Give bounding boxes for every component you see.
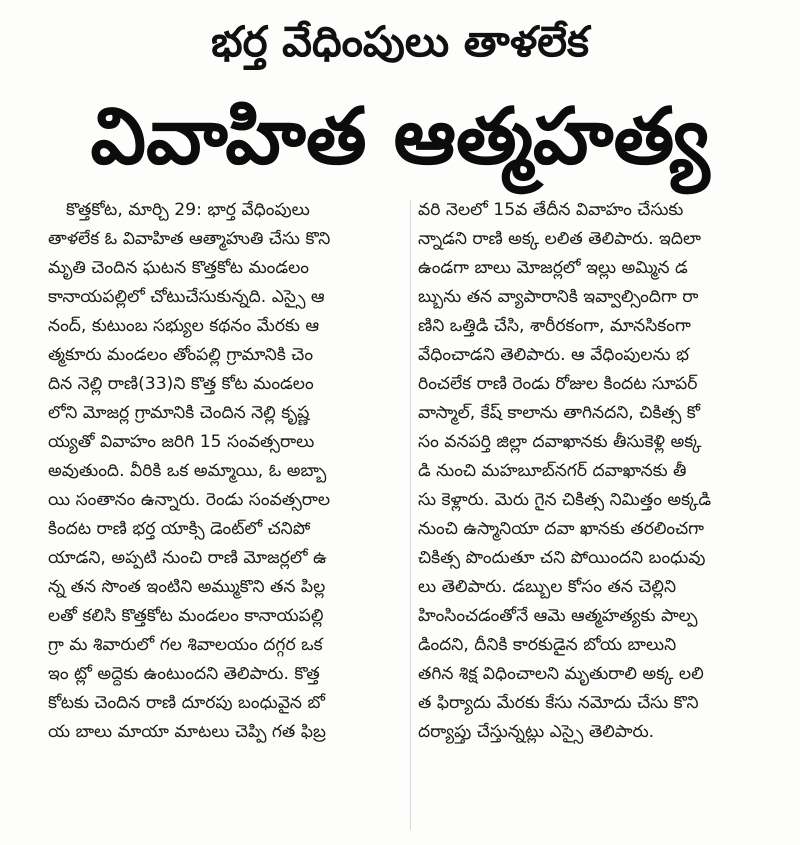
body-text-line: మృతి చెందిన ఘటన కొత్తకోట మండలం bbox=[48, 258, 310, 278]
body-text-line: డి నుంచి మహబూబ్‌నగర్ దవాఖానకు తీ bbox=[418, 461, 687, 481]
body-text-line: లతో కలిసి కొత్తకోట మండలం కానాయపల్లి bbox=[48, 606, 324, 626]
body-text-line: దిన నెల్లి రాణి(33)ని కొత్త కోట మండలం bbox=[48, 374, 314, 394]
body-text-line: యి సంతానం ఉన్నారు. రెండు సంవత్సరాల bbox=[48, 490, 331, 510]
column-divider bbox=[410, 200, 411, 830]
body-text-line: సు కెళ్లారు. మెరు గైన చికిత్స నిమిత్తం అక్కడి bbox=[418, 490, 712, 510]
body-text-line: న్న తన సొంత ఇంటిని అమ్ముకొని తన పిల్ల bbox=[48, 577, 326, 597]
body-text-line: య్యతో వివాహం జరిగి 15 సంవత్సరాలు bbox=[48, 432, 315, 452]
article-column-left bbox=[48, 196, 408, 747]
body-text-line: ఉండగా బాలు మోజర్లలో ఇల్లు అమ్మిన డ bbox=[418, 258, 688, 278]
body-text-line: దర్యాప్తు చేస్తున్నట్లు ఎస్సై తెలిపారు. bbox=[418, 722, 655, 742]
body-text-line: తాళలేక ఓ వివాహిత ఆత్మాహుతి చేసు కొని bbox=[48, 229, 331, 249]
article-column-right bbox=[418, 196, 770, 747]
article-headline: వివాహిత ఆత్మహత్య bbox=[90, 92, 710, 182]
body-text-line: వరి నెలలో 15వ తేదీన వివాహం చేసుకు bbox=[418, 200, 684, 220]
body-text-line: లోని మోజర్ల గ్రామానికి చెందిన నెల్లి కృష్ణ bbox=[48, 403, 310, 423]
body-text-line: సం వనపర్తి జిల్లా దవాఖానకు తీసుకెళ్లి అక్క bbox=[418, 432, 702, 452]
body-text-line: తగిన శిక్ష విధించాలని మృతురాలి అక్క లలి bbox=[418, 664, 704, 684]
body-text-line: కానాయపల్లిలో చోటుచేసుకున్నది. ఎస్సై ఆ bbox=[48, 287, 325, 307]
body-text-line: బ్బును తన వ్యాపారానికి ఇవ్వాల్సిందిగా రా bbox=[418, 287, 699, 307]
body-text-line: రించలేక రాణి రెండు రోజుల కిందట సూపర్ bbox=[418, 374, 698, 394]
body-text-line: నుంచి ఉస్మానియా దవా ఖానకు తరలించగా bbox=[418, 519, 704, 539]
body-text-line: డిందని, దీనికి కారకుడైన బోయ బాలుని bbox=[418, 635, 677, 655]
body-text-line: ణిని ఒత్తిడి చేసి, శారీరకంగా, మానసికంగా bbox=[418, 316, 691, 336]
body-text-line: కిందట రాణి భర్త యాక్సి డెంట్‌లో చనిపో bbox=[48, 519, 311, 539]
body-text-line: త్మకూరు మండలం తోంపల్లి గ్రామానికి చెం bbox=[48, 345, 314, 365]
body-text-line: చికిత్స పొందుతూ చని పోయిందని బంధువు bbox=[418, 548, 706, 568]
body-text-line: యాడని, అప్పటి నుంచి రాణి మోజర్లలో ఉ bbox=[48, 548, 327, 568]
body-text-line: న్నాడని రాణి అక్క లలిత తెలిపారు. ఇదిలా bbox=[418, 229, 701, 249]
body-text-line: త ఫిర్యాదు మేరకు కేసు నమోదు చేసు కొని bbox=[418, 693, 699, 713]
body-text-line: అవుతుంది. వీరికి ఒక అమ్మాయి, ఓ అబ్బా bbox=[48, 461, 327, 481]
body-text-line: ఇం ట్లో అద్దెకు ఉంటుందని తెలిపారు. కొత్త bbox=[48, 664, 320, 684]
body-text-line: వాస్మాల్, కేష్ కాలాను తాగినదని, చికిత్స కో bbox=[418, 403, 701, 423]
body-text-line: వేధించాడని తెలిపారు. ఆ వేధింపులను భ bbox=[418, 345, 689, 365]
body-text-line: గ్రా మ శివారులో గల శివాలయం దగ్గర ఒక bbox=[48, 635, 323, 655]
body-text-line: కొత్తకోట, మార్చి 29: భార్త వేధింపులు bbox=[66, 200, 310, 220]
body-text-line: లు తెలిపారు. డబ్బుల కోసం తన చెల్లిని bbox=[418, 577, 677, 597]
article-kicker: భర్త వేధింపులు తాళలేక bbox=[211, 17, 589, 66]
body-text-line: కోటకు చెందిన రాణి దూరపు బంధువైన బో bbox=[48, 693, 325, 713]
body-text-line: నంద్, కుటుంబ సభ్యుల కథనం మేరకు ఆ bbox=[48, 316, 320, 336]
body-text-line: హింసించడంతోనే ఆమె ఆత్మహత్యకు పాల్ప bbox=[418, 606, 698, 626]
body-text-line: య బాలు మాయా మాటలు చెప్పి గత ఫిబ్ర bbox=[48, 722, 326, 742]
